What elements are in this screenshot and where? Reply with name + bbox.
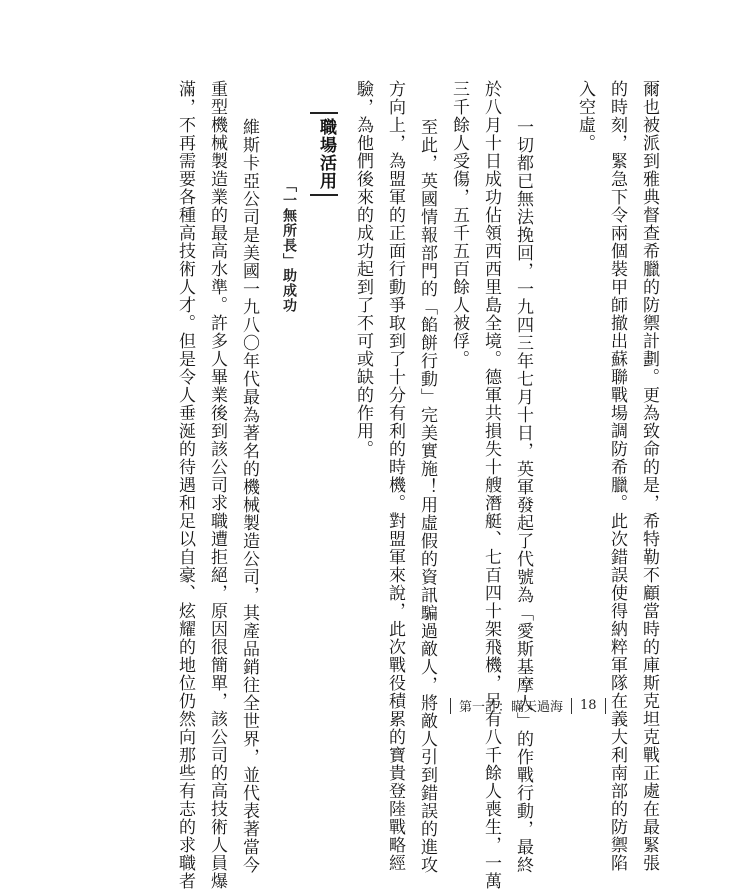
- text-column: 重型機械製造業的最高水準。許多人畢業後到該公司求職遭拒絕，原因很簡單，該公司的高技術人員爆: [207, 80, 227, 890]
- text-column: 至此，英國情報部門的「餡餅行動」完美實施！用虛假的資訊騙過敵人，將敵人引到錯誤的進攻: [417, 118, 437, 874]
- text-column: 驗，為他們後來的成功起到了不可或缺的作用。: [353, 80, 373, 458]
- section-heading: 職場活用: [316, 118, 336, 190]
- text-column: 方向上，為盟軍的正面行動爭取到了十分有利的時機。對盟軍來說，此次戰役積累的寶貴登陸戰略經: [385, 80, 405, 872]
- chapter-title: 第一計：瞞天過海: [459, 700, 564, 715]
- footer-divider: [571, 698, 572, 714]
- text-column: 維斯卡亞公司是美國一九八〇年代最為著名的機械製造公司，其產品銷往全世界，並代表著當今: [239, 118, 259, 874]
- text-column: 滿，不再需要各種高技術人才。但是令人垂涎的待遇和足以自豪、炫耀的地位仍然向那些有志的求職者: [175, 80, 195, 890]
- footer-divider: [605, 698, 606, 714]
- text-column: 的時刻，緊急下令兩個裝甲師撤出蘇聯戰場調防希臘。此次錯誤使得納粹軍隊在義大利南部的防禦陷: [607, 80, 627, 872]
- page-footer: [442, 696, 614, 715]
- text-column: 一切都已無法挽回，一九四三年七月十日，英軍發起了代號為「愛斯基摩人」的作戰行動，最終: [513, 118, 533, 874]
- text-column: 爾也被派到雅典督查希臘的防禦計劃。更為致命的是，希特勒不顧當時的庫斯克坦克戰正處在最緊張: [639, 80, 659, 872]
- text-column: 入空虛。: [575, 80, 595, 152]
- section-subheading: 「一無所長」助成功: [281, 178, 297, 313]
- text-column: 三千餘人受傷，五千五百餘人被俘。: [449, 80, 469, 368]
- page-number: 18: [580, 698, 597, 713]
- text-column: 於八月十日成功佔領西西里島全境。德軍共損失十艘潛艇、七百四十架飛機，另有八千餘人喪生，一萬: [481, 80, 501, 890]
- footer-divider: [450, 698, 451, 714]
